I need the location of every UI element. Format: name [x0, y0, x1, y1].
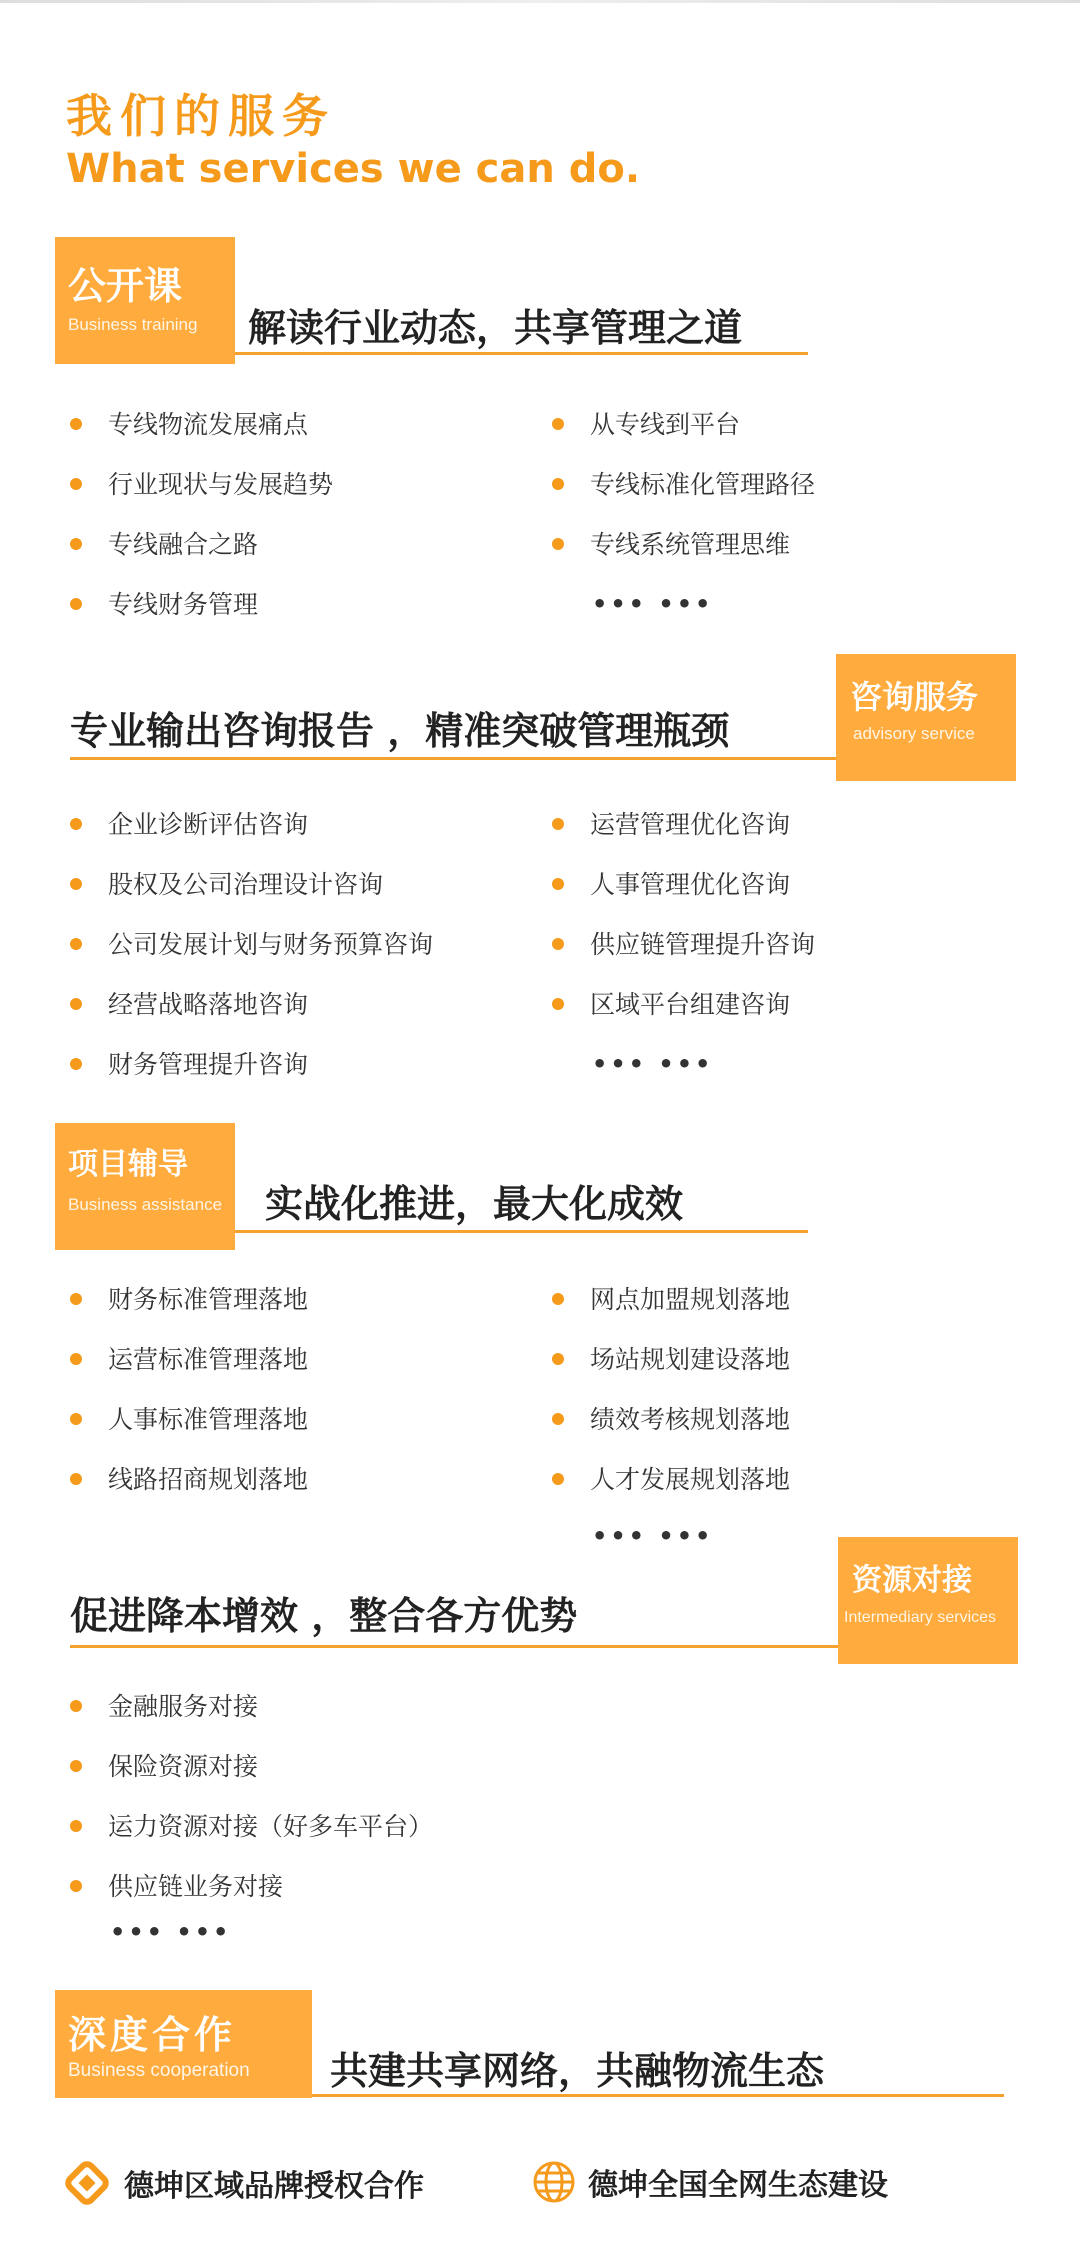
tag-advisory-service: [836, 654, 1016, 781]
bullet-icon: [552, 418, 564, 430]
footer-text: 德坤全国全网生态建设: [588, 2168, 888, 2203]
bullet-icon: [70, 998, 82, 1010]
more-ellipsis: ••• •••: [110, 1918, 232, 1946]
tag-intermediary-services: [838, 1537, 1018, 1664]
bullet-icon: [552, 1353, 564, 1365]
tag-subtitle: advisory service: [853, 724, 975, 743]
heading-underline: [312, 2094, 1004, 2097]
list-item: 线路招商规划落地: [70, 1465, 308, 1495]
list-item: 行业现状与发展趋势: [70, 470, 333, 500]
tag-subtitle: Business assistance: [68, 1195, 223, 1214]
list-item: 专线标准化管理路径: [552, 470, 815, 500]
list-item: 从专线到平台: [552, 410, 740, 440]
footer-item-brand: [64, 2160, 424, 2206]
list-item: 运力资源对接（好多车平台）: [70, 1812, 433, 1842]
tag-public-course: [55, 237, 235, 364]
bullet-icon: [70, 1760, 82, 1772]
bullet-icon: [70, 1353, 82, 1365]
section-heading: 促进降本增效 ，整合各方优势: [70, 1594, 578, 1638]
tag-title: 深度合作: [68, 2013, 237, 2057]
bullet-icon: [70, 1473, 82, 1485]
page-title: 我们的服务: [66, 89, 336, 143]
bullet-icon: [70, 1880, 82, 1892]
tag-title: 项目辅导: [68, 1147, 188, 1182]
list-item: 人事管理优化咨询: [552, 870, 790, 900]
list-item: 企业诊断评估咨询: [70, 810, 308, 840]
list-item: 供应链业务对接: [70, 1872, 283, 1902]
bullet-icon: [552, 1413, 564, 1425]
list-item: 网点加盟规划落地: [552, 1285, 790, 1315]
bullet-icon: [70, 478, 82, 490]
bullet-icon: [70, 878, 82, 890]
bullet-icon: [70, 1413, 82, 1425]
section-heading: 专业输出咨询报告 ，精准突破管理瓶颈: [70, 709, 730, 753]
list-item: 运营管理优化咨询: [552, 810, 790, 840]
bullet-icon: [552, 998, 564, 1010]
list-item: 场站规划建设落地: [552, 1345, 790, 1375]
bullet-icon: [70, 418, 82, 430]
tag-business-assistance: [55, 1123, 235, 1250]
bullet-icon: [70, 1700, 82, 1712]
section-heading: 共建共享网络，共融物流生态: [330, 2049, 825, 2093]
list-item: 人事标准管理落地: [70, 1405, 308, 1435]
bullet-icon: [70, 1820, 82, 1832]
bullet-icon: [552, 478, 564, 490]
list-item: 专线系统管理思维: [552, 530, 790, 560]
list-item: 绩效考核规划落地: [552, 1405, 790, 1435]
section-heading: 实战化推进，最大化成效: [265, 1182, 684, 1226]
list-item: 专线物流发展痛点: [70, 410, 308, 440]
footer-item-ecosystem: [532, 2160, 888, 2204]
list-item: 经营战略落地咨询: [70, 990, 308, 1020]
bullet-icon: [70, 598, 82, 610]
more-ellipsis: ••• •••: [592, 1522, 714, 1550]
list-item: 公司发展计划与财务预算咨询: [70, 930, 433, 960]
heading-underline: [70, 1645, 845, 1648]
heading-underline: [70, 757, 840, 760]
top-border: [0, 0, 1080, 3]
tag-subtitle: Business training: [68, 315, 198, 334]
heading-underline: [235, 352, 808, 355]
list-item: 专线融合之路: [70, 530, 258, 560]
bullet-icon: [552, 938, 564, 950]
list-item: 财务管理提升咨询: [70, 1050, 308, 1080]
more-ellipsis: ••• •••: [592, 590, 714, 618]
list-item: 财务标准管理落地: [70, 1285, 308, 1315]
more-ellipsis: ••• •••: [592, 1050, 714, 1078]
bullet-icon: [70, 538, 82, 550]
diamond-logo-icon: [64, 2160, 110, 2206]
list-item: 供应链管理提升咨询: [552, 930, 815, 960]
tag-title: 资源对接: [852, 1563, 972, 1598]
bullet-icon: [552, 1473, 564, 1485]
tag-title: 公开课: [68, 264, 183, 308]
footer-text: 德坤区域品牌授权合作: [124, 2169, 424, 2204]
list-item: 人才发展规划落地: [552, 1465, 790, 1495]
bullet-icon: [552, 818, 564, 830]
globe-icon: [532, 2160, 576, 2204]
tag-subtitle: Business cooperation: [68, 2060, 250, 2081]
list-item: 运营标准管理落地: [70, 1345, 308, 1375]
bullet-icon: [70, 1058, 82, 1070]
bullet-icon: [70, 818, 82, 830]
heading-underline: [235, 1230, 808, 1233]
bullet-icon: [552, 538, 564, 550]
tag-subtitle: Intermediary services: [844, 1609, 997, 1626]
list-item: 金融服务对接: [70, 1692, 258, 1722]
tag-title: 咨询服务: [850, 678, 979, 716]
list-item: 股权及公司治理设计咨询: [70, 870, 383, 900]
bullet-icon: [70, 938, 82, 950]
section-heading: 解读行业动态，共享管理之道: [248, 306, 743, 350]
bullet-icon: [552, 878, 564, 890]
bullet-icon: [70, 1293, 82, 1305]
tag-business-cooperation: [55, 1990, 312, 2098]
page-subtitle: What services we can do.: [66, 146, 641, 192]
list-item: 区域平台组建咨询: [552, 990, 790, 1020]
list-item: 保险资源对接: [70, 1752, 258, 1782]
bullet-icon: [552, 1293, 564, 1305]
list-item: 专线财务管理: [70, 590, 258, 620]
